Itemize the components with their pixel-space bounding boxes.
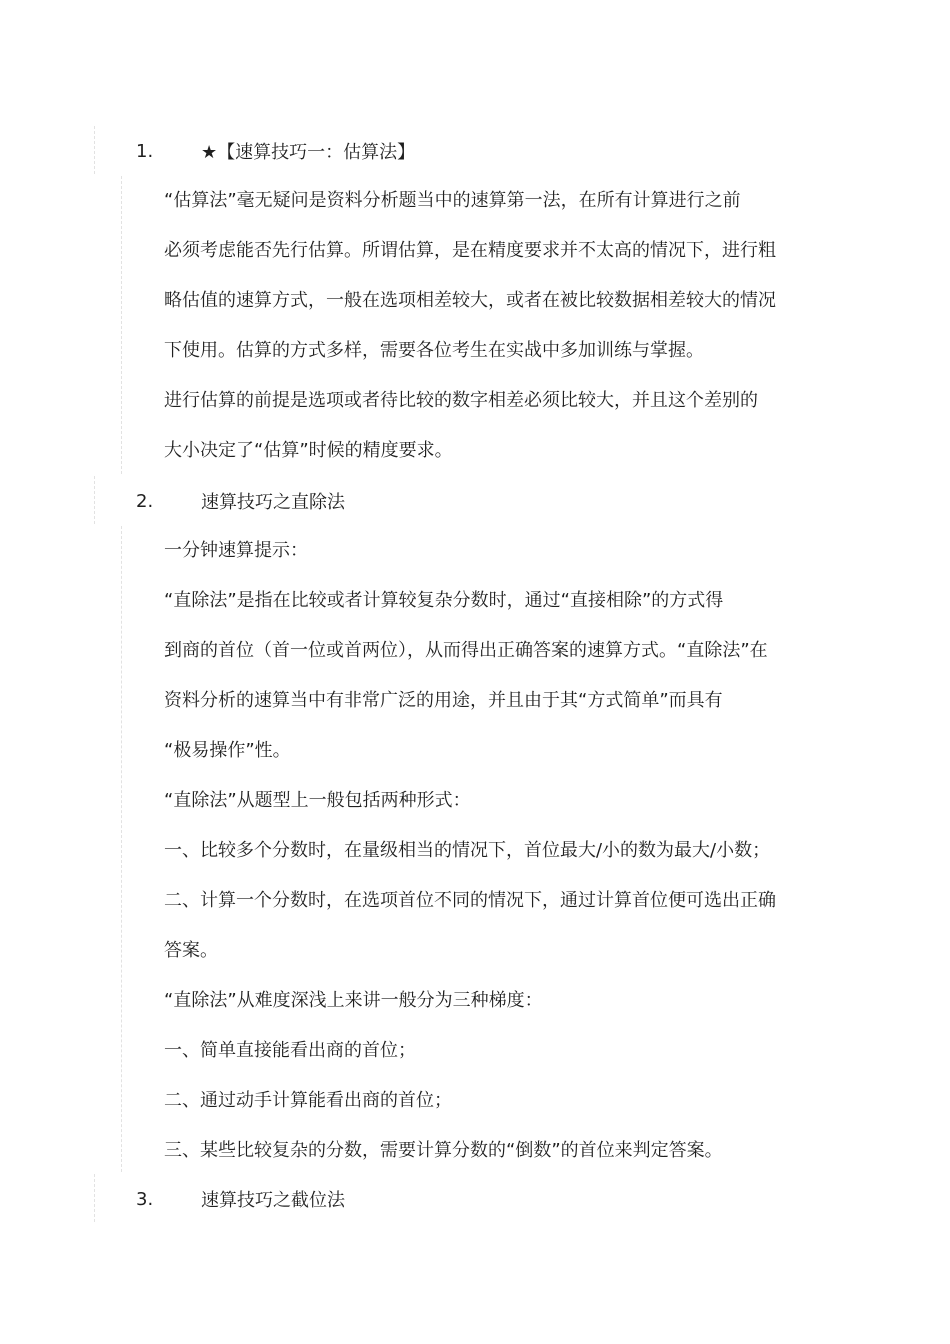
text-line: 二、计算一个分数时，在选项首位不同的情况下，通过计算首位便可选出正确 (164, 890, 776, 911)
paragraph (164, 1126, 814, 1176)
paragraph (164, 976, 814, 1026)
text-line: 略估值的速算方式，一般在选项相差较大，或者在被比较数据相差较大的情况 (164, 290, 776, 311)
text-line: “直除法”是指在比较或者计算较复杂分数时，通过“直接相除”的方式得 (164, 590, 724, 611)
paragraph (164, 576, 814, 776)
margin-guide (121, 526, 122, 1172)
text-line: “直除法”从难度深浅上来讲一般分为三种梯度： (164, 990, 543, 1011)
paragraph (164, 826, 814, 876)
text-line: 必须考虑能否先行估算。所谓估算，是在精度要求并不太高的情况下，进行粗 (164, 240, 776, 261)
section-heading (0, 1174, 950, 1224)
section-heading (0, 476, 950, 526)
margin-guide (121, 176, 122, 474)
paragraph (164, 776, 814, 826)
text-line: 二、通过动手计算能看出商的首位； (164, 1090, 452, 1111)
text-line: 进行估算的前提是选项或者待比较的数字相差必须比较大，并且这个差别的 (164, 390, 758, 411)
text-line: 答案。 (164, 940, 218, 961)
text-line: “估算法”毫无疑问是资料分析题当中的速算第一法，在所有计算进行之前 (164, 190, 741, 211)
section-title: ★【速算技巧一：估算法】 (201, 142, 416, 163)
paragraph (164, 1026, 814, 1076)
section-title: 速算技巧之截位法 (201, 1190, 345, 1211)
section-heading (0, 126, 950, 176)
text-line: 大小决定了“估算”时候的精度要求。 (164, 440, 453, 461)
text-line: 三、某些比较复杂的分数，需要计算分数的“倒数”的首位来判定答案。 (164, 1140, 723, 1161)
paragraph (164, 1076, 814, 1126)
text-line: 到商的首位（首一位或首两位），从而得出正确答案的速算方式。“直除法”在 (164, 640, 768, 661)
paragraph (164, 526, 814, 576)
text-line: 一、比较多个分数时，在量级相当的情况下，首位最大/小的数为最大/小数； (164, 840, 771, 861)
section-number: 1. (136, 140, 154, 162)
paragraph (164, 876, 814, 976)
section-title: 速算技巧之直除法 (201, 492, 345, 513)
text-line: “极易操作”性。 (164, 740, 291, 761)
text-line: 一分钟速算提示： (164, 540, 308, 561)
text-line: “直除法”从题型上一般包括两种形式： (164, 790, 471, 811)
paragraph (164, 376, 814, 476)
text-line: 一、简单直接能看出商的首位； (164, 1040, 416, 1061)
text-line: 下使用。估算的方式多样，需要各位考生在实战中多加训练与掌握。 (164, 340, 704, 361)
paragraph (164, 176, 814, 376)
text-line: 资料分析的速算当中有非常广泛的用途，并且由于其“方式简单”而具有 (164, 690, 723, 711)
section-number: 2. (136, 490, 154, 512)
section-number: 3. (136, 1188, 154, 1210)
